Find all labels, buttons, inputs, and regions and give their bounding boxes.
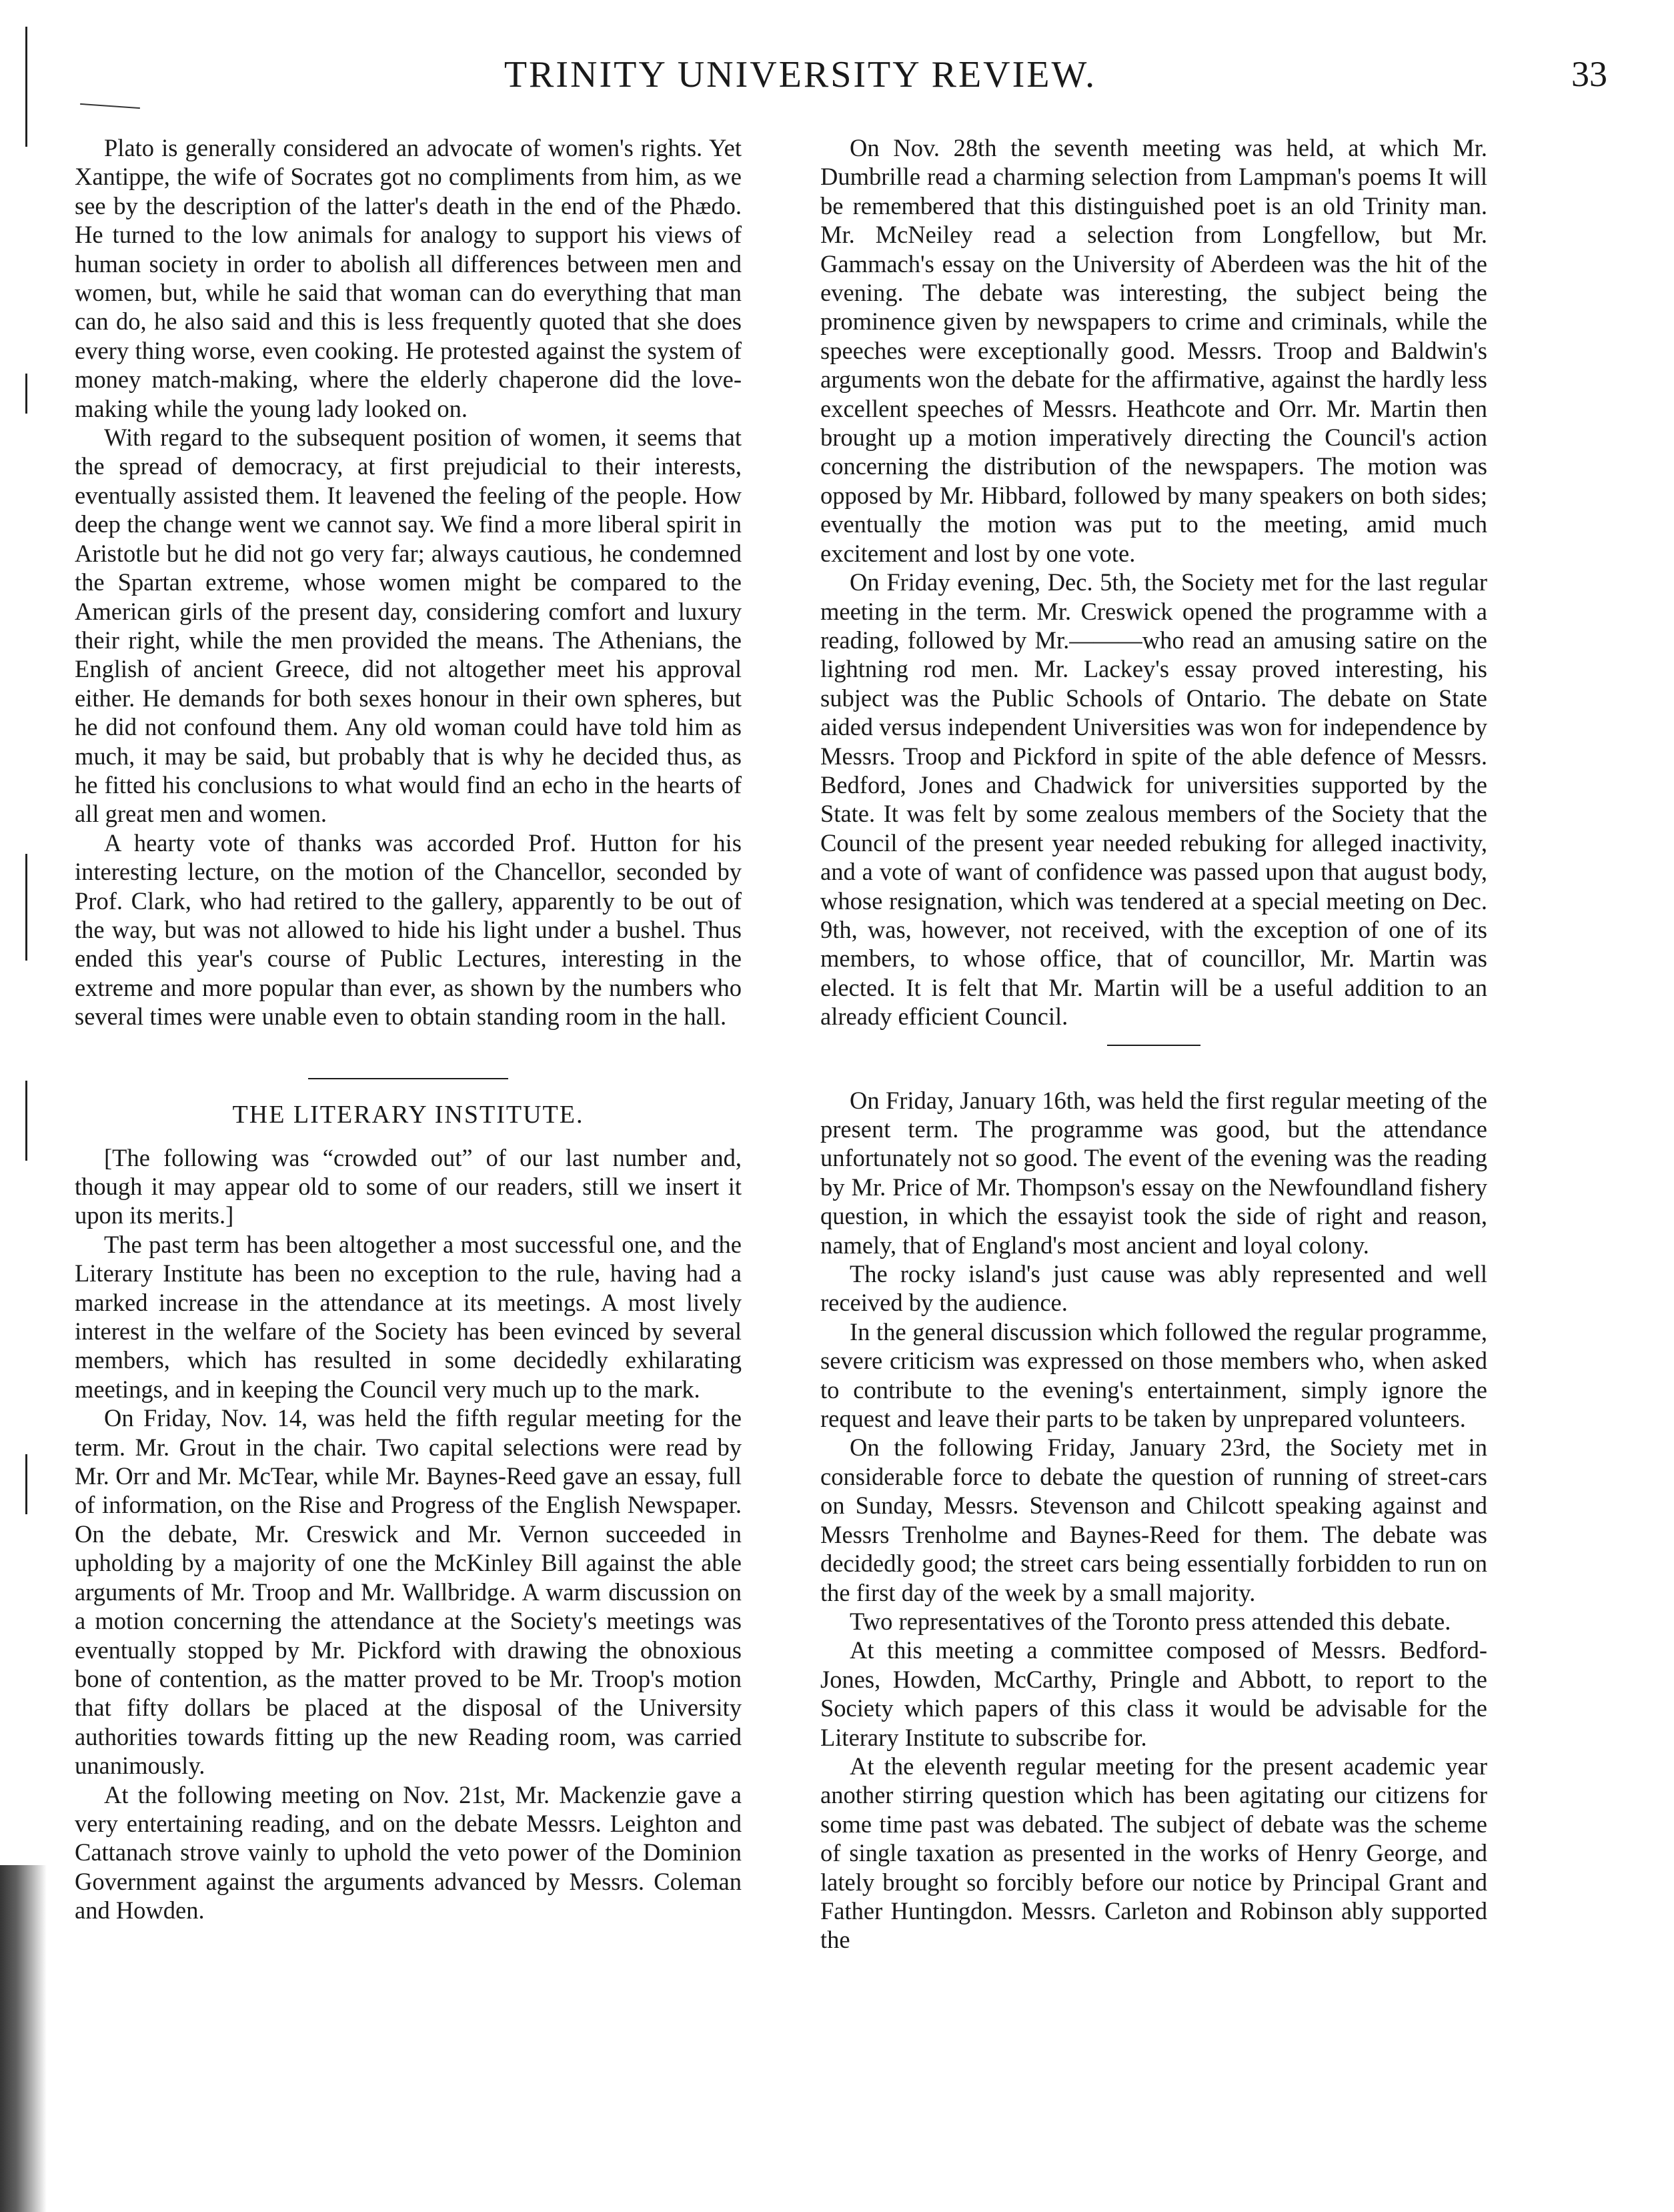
article-paragraph: On Friday, Nov. 14, was held the fifth regular meeting for the term. Mr. Grout in the chair. Two capital selections were read by Mr. Orr and Mr. McTear, while Mr. Baynes-Reed gave an essay, full of information, on the Rise and Progress of the English Newspaper. On the debate, Mr. Creswick and Mr. Vernon succeeded in upholding by a majority of one the McKinley Bill against the able arguments of Mr. Troop and Mr. Wallbridge. A warm discussion on a motion concerning the attendance at the Society's meetings was eventually stopped by Mr. Pickford with drawing the obnoxious bone of contention, as the matter proved to be Mr. Troop's motion that fifty dollars be placed at the disposal of the University authorities towards fitting up the new Reading room, was carried unanimously. bbox=[75, 1404, 742, 1780]
article-paragraph: The rocky island's just cause was ably represented and well received by the audience. bbox=[820, 1260, 1487, 1317]
editorial-note: [The following was “crowded out” of our last number and, though it may appear old to some of our readers, still we insert it upon its merits.] bbox=[75, 1143, 742, 1229]
page-title: TRINITY UNIVERSITY REVIEW. bbox=[504, 54, 1097, 95]
article-paragraph: On the following Friday, January 23rd, the Society met in considerable force to debate the question of running of street-cars on Sunday, Messrs. Stevenson and Chilcott speaking against and Messrs Trenholme and Baynes-Reed for them. The debate was decidedly good; the street cars being essentially forbidden to run on the first day of the week by a small majority. bbox=[820, 1434, 1487, 1606]
binding-mark bbox=[25, 374, 27, 414]
binding-mark bbox=[25, 27, 27, 147]
article-paragraph: In the general discussion which followed the regular programme, severe criticism was expressed on those members who, when asked to contribute to the evening's entertainment, simply ignore the request and leave their parts to be taken by unprepared volunteers. bbox=[820, 1317, 1487, 1433]
article-paragraph: On Friday evening, Dec. 5th, the Society met for the last regular meeting in the term. Mr. Creswick opened the programme with a reading, followed by Mr.———who read an amusing satire on the lightning rod men. Mr. Lackey's essay proved interesting, his subject was the Public Schools of Ontario. The debate on State aided versus independent Universities was won for independence by Messrs. Troop and Pickford in spite of the able defence of Messrs. Bedford, Jones and Chadwick for universities supported by the State. It was felt by some zealous members of the Society that the Council of the present year needed rebuking for alleged inactivity, and a vote of want of confidence was passed upon that august body, whose resignation, which was tendered at a special meeting on Dec. 9th, was, however, not received, with the exception of one of its members, to whose office, that of councillor, Mr. Martin was elected. It is felt that Mr. Martin will be a useful addition to an already efficient Council. bbox=[820, 568, 1487, 1031]
article-paragraph: Plato is generally considered an advocate of women's rights. Yet Xantippe, the wife of Socrates got no compliments from him, as we see by the description of the latter's death in the end of the Phædo. He turned to the low animals for analogy to support his views of human society in order to abolish all differences between men and women, but, while he said that woman can do everything that man can do, he also said and this is less frequently quoted that she does every thing worse, even cooking. He protested against the system of money match-making, where the elderly chaperone did the love-making while the young lady looked on. bbox=[75, 134, 742, 422]
article-paragraph: On Friday, January 16th, was held the first regular meeting of the present term. The programme was good, but the attendance unfortunately not so good. The event of the evening was the reading by Mr. Price of Mr. Thompson's essay on the Newfoundland fishery question, in which the essayist took the side of right and reason, namely, that of England's most ancient and loyal colony. bbox=[820, 1086, 1487, 1259]
page-number: 33 bbox=[1571, 54, 1607, 94]
article-paragraph: The past term has been altogether a most successful one, and the Literary Institute has been no exception to the rule, having had a marked increase in the attendance at its meetings. A most lively interest in the welfare of the Society has been evinced by several members, which has resulted in some decidedly exhilarating meetings, and in keeping the Council very much up to the mark. bbox=[75, 1230, 742, 1403]
article-paragraph: At the eleventh regular meeting for the present academic year another stirring question which has been agitating our citizens for some time past was debated. The subject of debate was the scheme of single taxation as presented in the works of Henry George, and lately brought so forcibly before our notice by Principal Grant and Father Huntingdon. Messrs. Carleton and Robinson ably supported the bbox=[820, 1752, 1487, 1954]
section-divider bbox=[308, 1078, 508, 1079]
section-heading: THE LITERARY INSTITUTE. bbox=[232, 1100, 584, 1129]
left-column bbox=[75, 133, 742, 2161]
binding-mark bbox=[25, 1081, 27, 1161]
article-paragraph: At the following meeting on Nov. 21st, Mr. Mackenzie gave a very entertaining reading, and on the debate Messrs. Leighton and Cattanach strove vainly to uphold the veto power of the Dominion Government against the arguments advanced by Messrs. Coleman and Howden. bbox=[75, 1780, 742, 1924]
binding-mark bbox=[25, 1454, 27, 1514]
article-paragraph: Two representatives of the Toronto press attended this debate. bbox=[850, 1607, 1451, 1635]
article-paragraph: A hearty vote of thanks was accorded Prof. Hutton for his interesting lecture, on the motion of the Chancellor, seconded by Prof. Clark, who had retired to the gallery, apparently to be out of the way, but was not allowed to hide his light under a bushel. Thus ended this year's course of Public Lectures, interesting in the extreme and more popular than ever, as shown by the numbers who several times were unable even to obtain standing room in the hall. bbox=[75, 828, 742, 1031]
article-paragraph: On Nov. 28th the seventh meeting was held, at which Mr. Dumbrille read a charming selection from Lampman's poems It will be remembered that this distinguished poet is an old Trinity man. Mr. McNeiley read a selection from Longfellow, but Mr. Gammach's essay on the University of Aberdeen was the hit of the evening. The debate was interesting, the subject being the prominence given by newspapers to crime and criminals, while the speeches were exceptionally good. Messrs. Troop and Baldwin's arguments won the debate for the affirmative, against the hardly less excellent speeches of Messrs. Heathcote and Orr. Mr. Martin then brought up a motion imperatively directing the Council's action concerning the distribution of the newspapers. The motion was opposed by Mr. Hibbard, followed by many speakers on both sides; eventually the motion was put to the meeting, amid much excitement and lost by one vote. bbox=[820, 134, 1487, 567]
article-paragraph: At this meeting a committee composed of Messrs. Bedford-Jones, Howden, McCarthy, Pringle and Abbott, to report to the Society which papers of this class it would be advisable for the Literary Institute to subscribe for. bbox=[820, 1636, 1487, 1751]
section-divider bbox=[1107, 1045, 1200, 1046]
page-binding-edge bbox=[0, 0, 60, 2212]
binding-shadow bbox=[0, 1865, 47, 2212]
header-rule-mark bbox=[80, 103, 140, 109]
article-paragraph: With regard to the subsequent position of women, it seems that the spread of democracy, at first prejudicial to their interests, eventually assisted them. It leavened the feeling of the people. How deep the change went we cannot say. We find a more liberal spirit in Aristotle but he did not go very far; always cautious, he condemned the Spartan extreme, whose women might be compared to the American girls of the present day, considering comfort and luxury their right, while the men provided the means. The Athenians, the English of ancient Greece, did not altogether meet his approval either. He demands for both sexes honour in their own spheres, but he did not confound them. Any old woman could have told him as much, it may be said, but probably that is why he decided thus, as he fitted his conclusions to what would find an echo in the hearts of all great men and women. bbox=[75, 424, 742, 828]
binding-mark bbox=[25, 854, 27, 961]
right-column bbox=[820, 133, 1487, 2161]
